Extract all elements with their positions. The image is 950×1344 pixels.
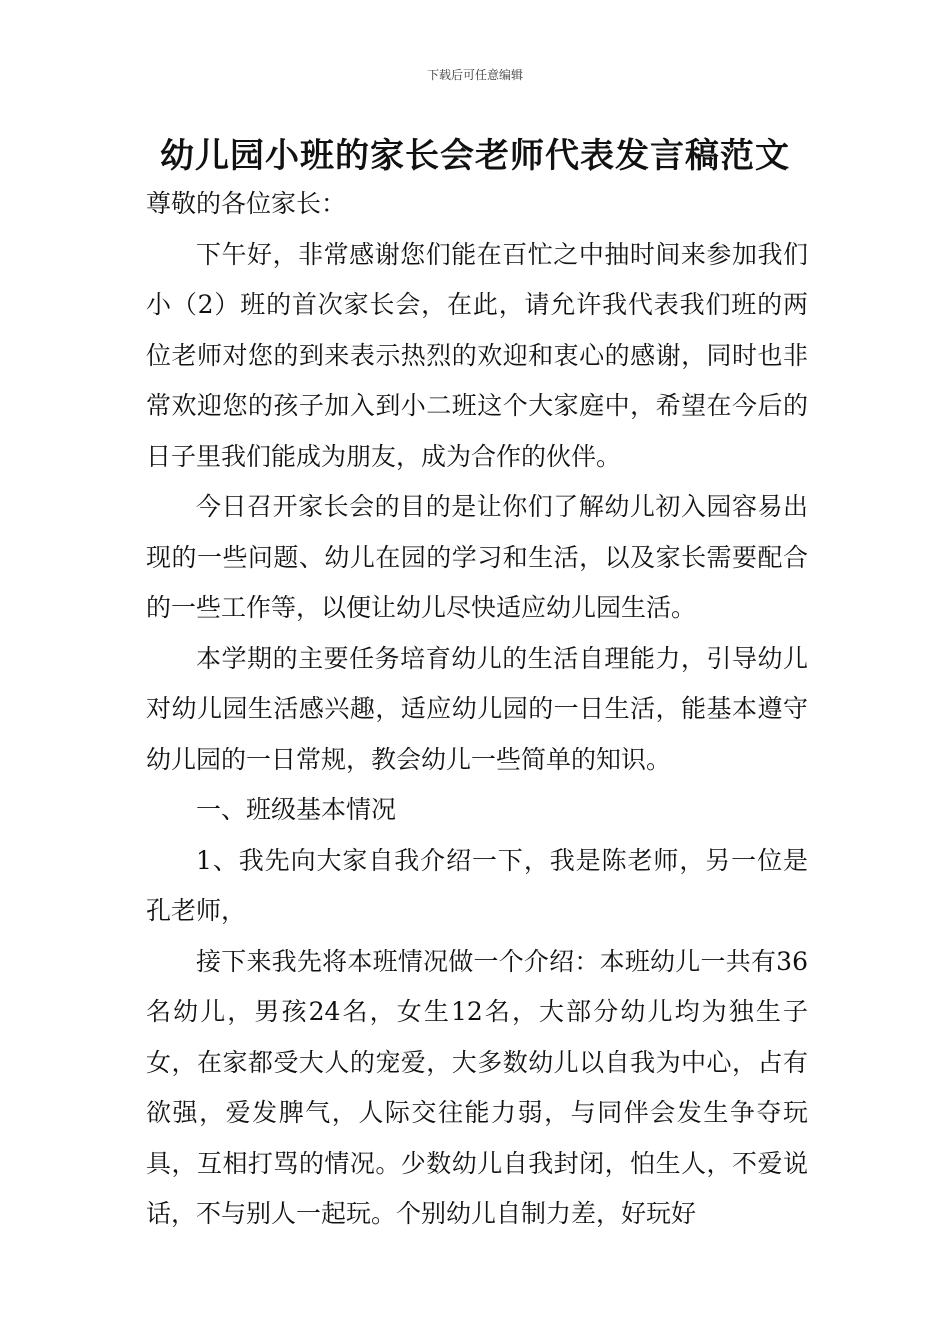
paragraph-greeting: 下午好，非常感谢您们能在百忙之中抽时间来参加我们小（2）班的首次家长会，在此，请允许我代表我们班的两位老师对您的到来表示热烈的欢迎和衷心的感谢，同时也非常欢迎您的孩子加入到小二班这个大家庭中，希望在今后的日子里我们能成为朋友，成为合作的伙伴。	[146, 239, 808, 471]
salutation: 尊敬的各位家长：	[146, 189, 347, 218]
paragraph-tasks: 本学期的主要任务培育幼儿的生活自理能力，引导幼儿对幼儿园生活感兴趣，适应幼儿园的一日生活，能基本遵守幼儿园的一日常规，教会幼儿一些简单的知识。	[146, 643, 808, 774]
paragraph-purpose: 今日召开家长会的目的是让你们了解幼儿初入园容易出现的一些问题、幼儿在园的学习和生活，以及家长需要配合的一些工作等，以便让幼儿尽快适应幼儿园生活。	[146, 492, 808, 622]
document-body	[146, 179, 808, 1240]
paragraph-class-info: 接下来我先将本班情况做一个介绍：本班幼儿一共有36名幼儿，男孩24名，女生12名，大部分幼儿均为独生子女，在家都受大人的宠爱，大多数幼儿以自我为中心，占有欲强，爱发脾气，人际交往能力弱，与同伴会发生争夺玩具，互相打骂的情况。少数幼儿自我封闭，怕生人，不爱说话，不与别人一起玩。个别幼儿自制力差，好玩好	[146, 946, 808, 1228]
list-item-1: 1、我先向大家自我介绍一下，我是陈老师，另一位是孔老师，	[146, 845, 808, 925]
document-title: 幼儿园小班的家长会老师代表发言稿范文	[160, 136, 790, 176]
section-heading: 一、班级基本情况	[196, 795, 397, 824]
header-note: 下载后可任意编辑	[426, 68, 523, 82]
